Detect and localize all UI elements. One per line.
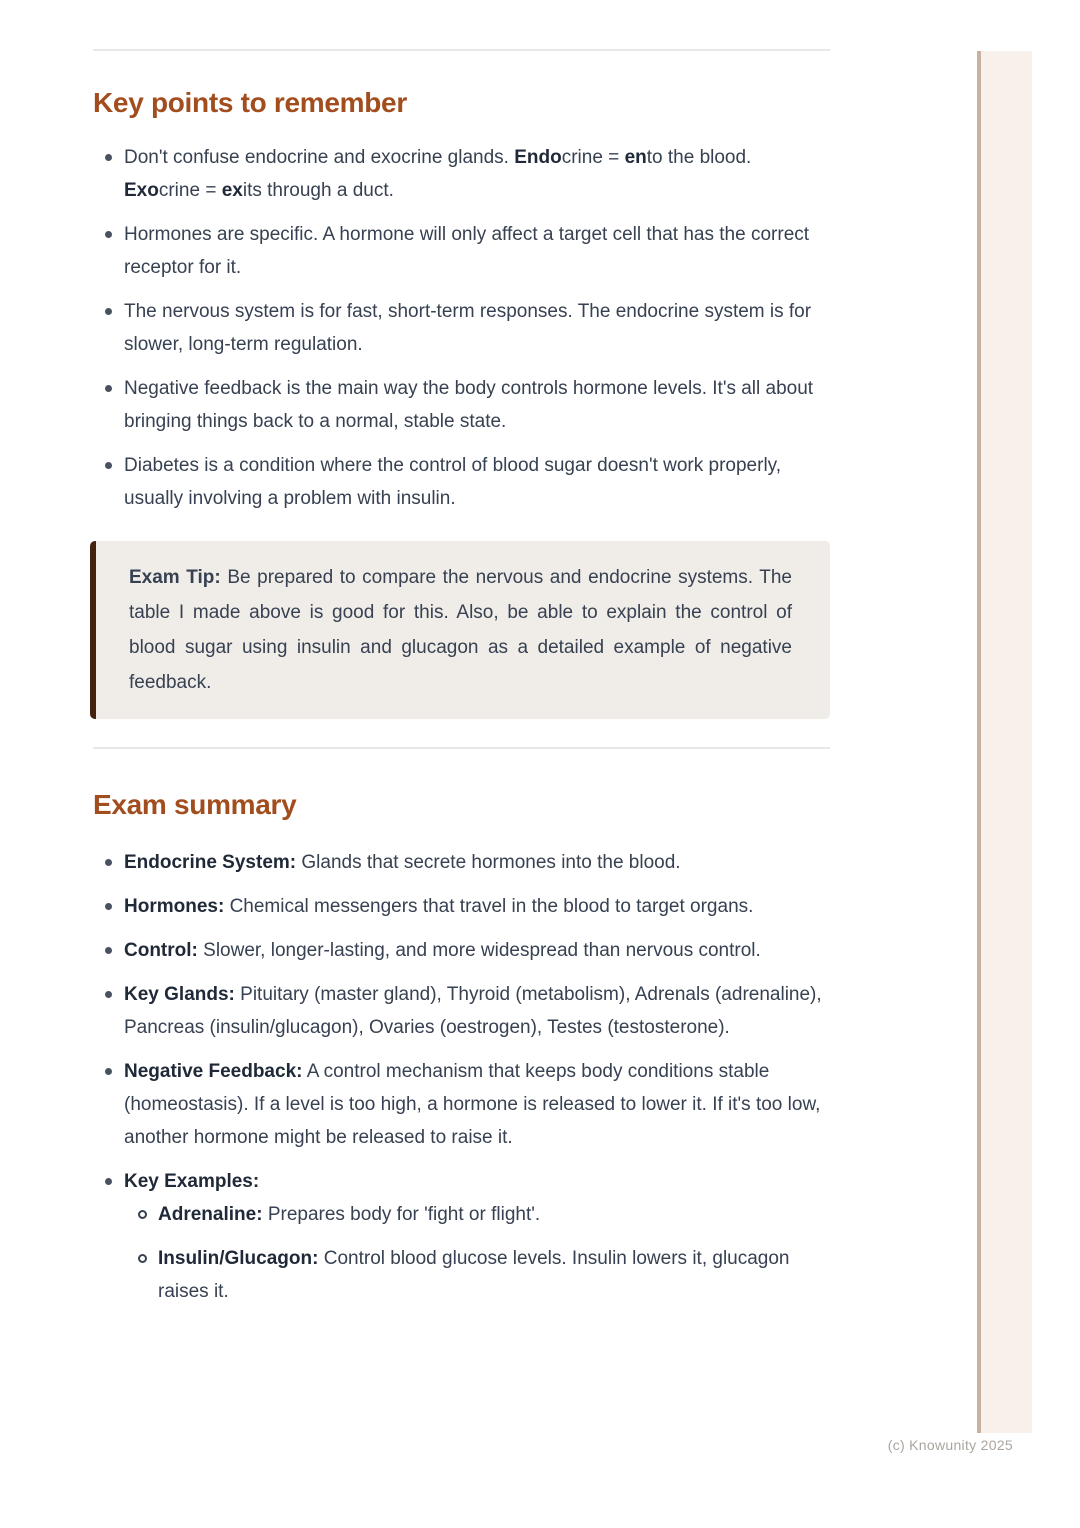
list-item-text: Don't confuse endocrine and exocrine glands. Endocrine = ento the blood. Exocrine = exits through a duct. [124, 147, 752, 201]
list-item-text [124, 984, 822, 1038]
list-item-body: Control blood glucose levels. Insulin lowers it, glucagon raises it. [158, 1248, 790, 1302]
list-item [93, 1055, 830, 1154]
list-item-lead: Insulin/Glucagon: [158, 1248, 319, 1269]
list-item-lead: Hormones: [124, 896, 225, 917]
bullet-icon [105, 462, 112, 469]
list-item-body: A control mechanism that keeps body conditions stable (homeostasis). If a level is too high, a hormone is released to lower it. If it's too low, another hormone might be released to raise it. [124, 1061, 821, 1148]
key-points-section [93, 87, 830, 515]
list-item-lead: Control: [124, 940, 198, 961]
exam-tip-label: Exam Tip: [129, 567, 221, 588]
key-points-title: Key points to remember [93, 87, 407, 118]
list-item-body: Prepares body for 'fight or flight'. [267, 1204, 541, 1225]
list-item-body: Glands that secrete hormones into the blood. [301, 852, 681, 873]
list-item-text [158, 1248, 790, 1302]
list-item-lead: Key Glands: [124, 984, 235, 1005]
list-item-lead: Key Examples: [124, 1171, 260, 1192]
list-item-text [124, 896, 753, 917]
bullet-icon [105, 859, 112, 866]
list-item-text [124, 852, 681, 873]
list-item-text: The nervous system is for fast, short-term responses. The endocrine system is for slower, long-term regulation. [124, 301, 812, 355]
exam-tip-body: Be prepared to compare the nervous and endocrine systems. The table I made above is good for this. Also, be able to explain the control of blood sugar using insulin and glucagon as a detailed example of negative feedback. [129, 567, 793, 693]
circle-bullet-icon [138, 1254, 147, 1263]
list-item [93, 978, 830, 1044]
list-item [93, 1165, 830, 1308]
list-item-text: Diabetes is a condition where the control of blood sugar doesn't work properly, usually involving a problem with insulin. [124, 455, 782, 509]
bullet-icon [105, 308, 112, 315]
sub-list [124, 1198, 830, 1308]
bullet-icon [105, 1178, 112, 1185]
exam-tip-callout [90, 541, 830, 719]
exam-summary-title: Exam summary [93, 789, 297, 820]
list-item [93, 218, 830, 284]
list-item-body: Slower, longer-lasting, and more widespread than nervous control. [203, 940, 761, 961]
exam-summary-section [93, 789, 830, 1308]
bullet-icon [105, 231, 112, 238]
section-divider-mid [93, 747, 830, 749]
list-item [93, 141, 830, 207]
list-item [93, 890, 830, 923]
list-item-text [158, 1204, 540, 1225]
list-item [124, 1198, 830, 1231]
bullet-icon [105, 991, 112, 998]
key-points-list [93, 141, 830, 515]
circle-bullet-icon [138, 1210, 147, 1219]
list-item-body: Pituitary (master gland), Thyroid (metabolism), Adrenals (adrenaline), Pancreas (insulin/glucagon), Ovaries (oestrogen), Testes (testosterone). [124, 984, 822, 1038]
copyright-footer: (c) Knowunity 2025 [887, 1437, 1013, 1453]
bullet-icon [105, 903, 112, 910]
bullet-icon [105, 385, 112, 392]
bullet-icon [105, 1068, 112, 1075]
list-item-text [124, 1171, 259, 1192]
list-item [93, 449, 830, 515]
list-item [93, 372, 830, 438]
list-item-lead: Negative Feedback: [124, 1061, 303, 1082]
bullet-icon [105, 947, 112, 954]
list-item-text: Negative feedback is the main way the body controls hormone levels. It's all about bringing things back to a normal, stable state. [124, 378, 814, 432]
exam-tip-text [129, 560, 792, 700]
document-content [93, 0, 830, 1319]
list-item [93, 934, 830, 967]
list-item-lead: Adrenaline: [158, 1204, 263, 1225]
exam-summary-list [93, 846, 830, 1308]
list-item [93, 846, 830, 879]
section-divider-top [93, 49, 830, 51]
list-item-text: Hormones are specific. A hormone will only affect a target cell that has the correct receptor for it. [124, 224, 810, 278]
page-edge-strip [977, 51, 1032, 1433]
list-item-text [124, 940, 761, 961]
bullet-icon [105, 154, 112, 161]
list-item-lead: Endocrine System: [124, 852, 297, 873]
list-item [93, 295, 830, 361]
list-item-body: Chemical messengers that travel in the blood to target organs. [229, 896, 754, 917]
list-item-text [124, 1061, 820, 1148]
list-item [124, 1242, 830, 1308]
